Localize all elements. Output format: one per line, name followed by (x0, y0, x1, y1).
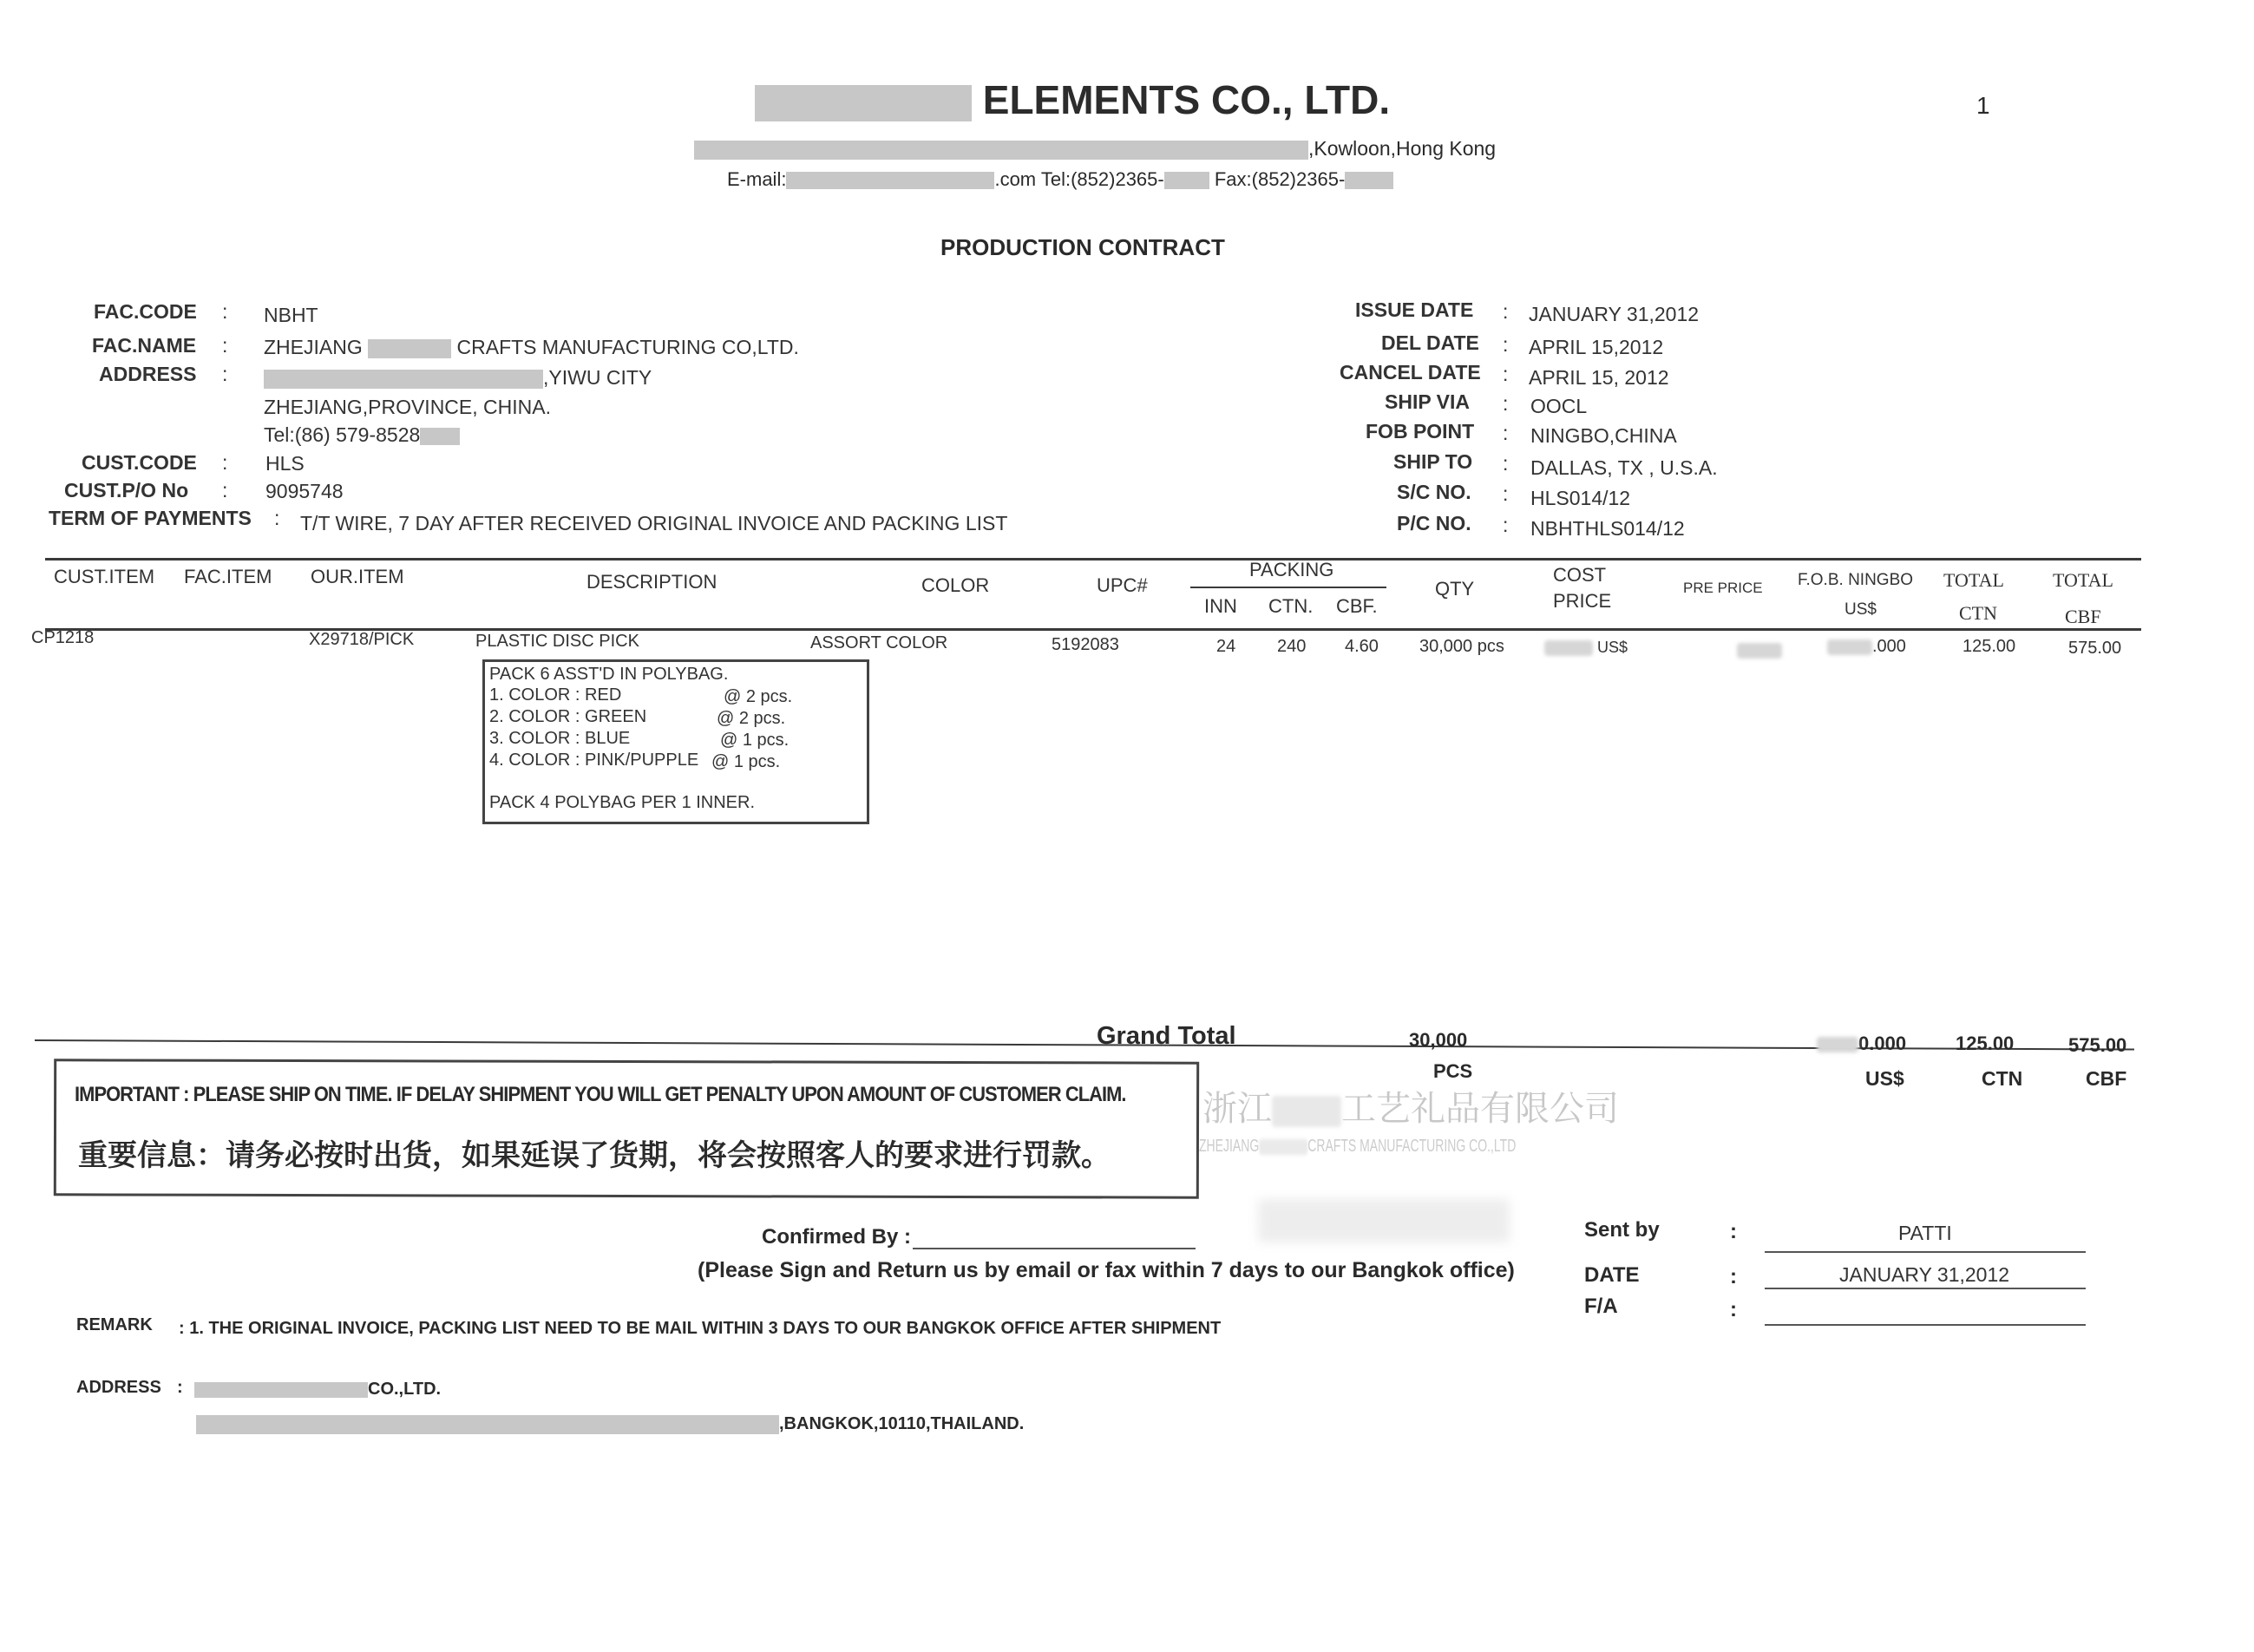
col-total-cbf-2: CBF (2065, 606, 2101, 627)
cust-po-label: CUST.P/O No (64, 479, 189, 502)
redaction-block (196, 1415, 779, 1434)
grand-total-fob-tail: 0.000 (1858, 1032, 1907, 1054)
packing-rule (1190, 587, 1386, 588)
del-date-value: APRIL 15,2012 (1529, 336, 1664, 358)
col-upc: UPC# (1097, 574, 1148, 596)
packing-note-color2: 2. COLOR : GREEN (489, 707, 647, 726)
address-line-2: ZHEJIANG,PROVINCE, CHINA. (264, 396, 551, 418)
col-total-cbf-1: TOTAL (2053, 569, 2113, 591)
grand-total-cbf-unit: CBF (2086, 1067, 2127, 1090)
stamp-zh-b: 工艺礼品有限公司 (1341, 1089, 1619, 1129)
address-label: ADDRESS (99, 363, 197, 385)
redaction-block (694, 141, 1308, 160)
fa-line (1765, 1324, 2086, 1326)
fob-point-value: NINGBO,CHINA (1530, 424, 1677, 447)
cell-qty: 30,000 pcs (1419, 637, 1504, 656)
redaction-block (1272, 1096, 1341, 1127)
col-cust-item: CUST.ITEM (54, 566, 155, 587)
cancel-date-label: CANCEL DATE (1340, 361, 1481, 384)
packing-note-line1: PACK 6 ASST'D IN POLYBAG. (489, 665, 729, 684)
cell-cost-price (1544, 639, 1628, 657)
cell-ctn: 240 (1277, 637, 1307, 656)
factory-tel (264, 423, 460, 447)
redaction-block (1345, 172, 1393, 189)
cell-inn: 24 (1216, 637, 1236, 656)
address-line-1-tail: ,YIWU CITY (543, 366, 652, 389)
pc-no-label: P/C NO. (1397, 512, 1471, 534)
table-top-rule (45, 558, 2141, 560)
colon: : (1503, 422, 1509, 444)
footer-address-line-1 (194, 1380, 441, 1400)
redaction-block (420, 428, 460, 445)
colon: : (222, 300, 228, 323)
fac-name-a: ZHEJIANG (264, 336, 363, 358)
redaction-block (1827, 639, 1872, 655)
company-address-tail: ,Kowloon,Hong Kong (1308, 137, 1497, 160)
redaction-block (1544, 640, 1593, 656)
stamp-en-b: CRAFTS MANUFACTURING CO.,LTD (1307, 1137, 1517, 1156)
cell-total-ctn: 125.00 (1962, 637, 2016, 656)
footer-address-label: ADDRESS (76, 1378, 161, 1397)
fac-code-value: NBHT (264, 304, 318, 326)
email-tail: .com (994, 168, 1037, 190)
stamp-zh-a: 浙江 (1202, 1089, 1272, 1129)
ship-via-label: SHIP VIA (1385, 390, 1470, 413)
packing-note-color3: 3. COLOR : BLUE (489, 729, 631, 748)
cell-total-cbf: 575.00 (2068, 639, 2122, 658)
sent-by-value: PATTI (1898, 1222, 1952, 1244)
cost-price-unit: US$ (1597, 639, 1628, 656)
fac-code-label: FAC.CODE (94, 300, 197, 323)
fax-label: Fax:(852)2365- (1214, 168, 1346, 190)
cancel-date-value: APRIL 15, 2012 (1529, 366, 1669, 389)
col-color: COLOR (921, 574, 990, 596)
fac-name-b: CRAFTS MANUFACTURING CO,LTD. (456, 336, 799, 358)
remark-text: : 1. THE ORIGINAL INVOICE, PACKING LIST NEED TO BE MAIL WITHIN 3 DAYS TO OUR BANGKOK OFFICE AFTER SHIPMENT (179, 1319, 1222, 1338)
col-fob-1: F.O.B. NINGBO (1798, 571, 1914, 589)
factory-stamp (1202, 1081, 1619, 1131)
terms-label: TERM OF PAYMENTS (49, 507, 252, 529)
footer-address-line-1-tail: CO.,LTD. (368, 1380, 442, 1399)
grand-total-fob (1817, 1032, 1906, 1055)
document-title: PRODUCTION CONTRACT (940, 234, 1225, 260)
colon: : (222, 334, 228, 357)
company-name (755, 76, 1390, 123)
col-description: DESCRIPTION (586, 571, 717, 593)
company-address (694, 137, 1496, 161)
email-label: E-mail: (727, 168, 787, 190)
terms-value: T/T WIRE, 7 DAY AFTER RECEIVED ORIGINAL INVOICE AND PACKING LIST (300, 512, 1008, 534)
redaction-block (786, 172, 994, 189)
col-inn: INN (1204, 595, 1237, 617)
sc-no-value: HLS014/12 (1530, 487, 1631, 509)
redaction-block (1259, 1139, 1307, 1155)
cell-cbf: 4.60 (1345, 637, 1379, 656)
colon: : (274, 507, 280, 529)
grand-total-label: Grand Total (1097, 1022, 1236, 1050)
cell-fob (1827, 637, 1906, 657)
col-our-item: OUR.ITEM (311, 566, 404, 587)
factory-stamp-en (1199, 1137, 1516, 1157)
date-label: DATE (1584, 1263, 1640, 1287)
colon: : (1503, 363, 1509, 385)
colon: : (1730, 1265, 1737, 1288)
sent-by-line (1765, 1251, 2086, 1253)
redaction-block (755, 85, 972, 121)
remark-label: REMARK (76, 1315, 153, 1334)
page-number: 1 (1976, 92, 1990, 119)
grand-total-qty-unit: PCS (1433, 1060, 1473, 1082)
important-notice-zh: 重要信息：请务必按时出货，如果延误了货期，将会按照客人的要求进行罚款。 (78, 1138, 1111, 1173)
fob-tail: .000 (1872, 637, 1906, 656)
col-packing: PACKING (1249, 559, 1334, 580)
col-ctn: CTN. (1268, 595, 1314, 617)
redaction-block (368, 339, 451, 358)
packing-note-color1: 1. COLOR : RED (489, 685, 622, 705)
redaction-block (194, 1382, 368, 1398)
redaction-block (264, 370, 543, 389)
redaction-block (1164, 172, 1209, 189)
cell-description: PLASTIC DISC PICK (475, 632, 639, 651)
col-total-ctn-2: CTN (1959, 602, 1997, 624)
colon: : (177, 1378, 183, 1397)
fob-point-label: FOB POINT (1366, 420, 1475, 442)
cust-po-value: 9095748 (265, 480, 344, 502)
ship-via-value: OOCL (1530, 395, 1588, 417)
packing-note-qty3: @ 1 pcs. (720, 731, 790, 750)
colon: : (1503, 333, 1509, 356)
issue-date-label: ISSUE DATE (1355, 298, 1474, 321)
sent-by-label: Sent by (1584, 1218, 1660, 1242)
cell-upc: 5192083 (1052, 635, 1119, 654)
redaction-block (1817, 1037, 1858, 1052)
col-total-ctn-1: TOTAL (1943, 569, 2004, 591)
issue-date-value: JANUARY 31,2012 (1529, 303, 1700, 325)
sc-no-label: S/C NO. (1397, 481, 1471, 503)
company-contact (727, 168, 1393, 191)
col-cost-2: PRICE (1553, 590, 1612, 612)
colon: : (222, 363, 228, 385)
confirmed-by-line (913, 1248, 1196, 1249)
col-qty: QTY (1435, 578, 1475, 600)
footer-address-line-2 (196, 1414, 1024, 1434)
signature-smudge (1258, 1199, 1510, 1242)
fac-name-label: FAC.NAME (92, 334, 197, 357)
date-value: JANUARY 31,2012 (1839, 1263, 2010, 1286)
packing-note-qty4: @ 1 pcs. (711, 752, 781, 771)
cust-code-label: CUST.CODE (82, 451, 197, 474)
important-notice-box (54, 1059, 1199, 1198)
tel-label: Tel:(852)2365- (1040, 168, 1164, 190)
ship-to-value: DALLAS, TX , U.S.A. (1530, 456, 1718, 479)
company-name-text: ELEMENTS CO., LTD. (982, 77, 1391, 122)
confirm-instruction: (Please Sign and Return us by email or fax within 7 days to our Bangkok office) (698, 1258, 1515, 1282)
grand-total-fob-unit: US$ (1865, 1067, 1904, 1090)
stamp-en-a: ZHEJIANG (1199, 1137, 1260, 1156)
cell-our-item: X29718/PICK (309, 630, 415, 649)
colon: : (1503, 452, 1509, 475)
date-line (1765, 1288, 2086, 1289)
fa-label: F/A (1584, 1295, 1618, 1318)
col-fac-item: FAC.ITEM (184, 566, 272, 587)
address-line-1 (264, 366, 652, 390)
important-notice-en: IMPORTANT : PLEASE SHIP ON TIME. IF DELAY SHIPMENT YOU WILL GET PENALTY UPON AMOUNT OF CUSTOMER CLAIM. (75, 1083, 1126, 1106)
grand-total-ctn-unit: CTN (1982, 1067, 2023, 1090)
cell-color: ASSORT COLOR (810, 633, 948, 652)
col-cbf: CBF. (1336, 595, 1378, 617)
confirmed-by-label: Confirmed By : (762, 1225, 912, 1249)
grand-total-cbf: 575.00 (2068, 1034, 2127, 1056)
grand-total-qty: 30,000 (1409, 1029, 1468, 1051)
cell-cust-item: CP1218 (31, 628, 95, 647)
factory-tel-text: Tel:(86) 579-8528 (264, 423, 421, 446)
col-pre-price: PRE PRICE (1683, 580, 1763, 596)
colon: : (1503, 392, 1509, 415)
fac-name-value (264, 336, 799, 359)
del-date-label: DEL DATE (1381, 331, 1479, 354)
cell-pre-price (1737, 640, 1782, 660)
ship-to-label: SHIP TO (1393, 450, 1473, 473)
packing-note-color4: 4. COLOR : PINK/PUPPLE (489, 751, 699, 770)
pc-no-value: NBHTHLS014/12 (1530, 517, 1685, 540)
packing-note-line6: PACK 4 POLYBAG PER 1 INNER. (489, 793, 756, 812)
redaction-block (1737, 643, 1782, 659)
colon: : (1730, 1298, 1737, 1321)
footer-address-line-2-tail: ,BANGKOK,10110,THAILAND. (779, 1414, 1025, 1433)
packing-note-qty1: @ 2 pcs. (724, 687, 793, 706)
colon: : (222, 479, 228, 502)
colon: : (1503, 514, 1509, 536)
packing-note-qty2: @ 2 pcs. (717, 709, 786, 728)
colon: : (1503, 482, 1509, 505)
colon: : (1730, 1220, 1737, 1243)
colon: : (222, 451, 228, 474)
col-fob-2: US$ (1844, 600, 1877, 619)
cust-code-value: HLS (265, 452, 305, 475)
colon: : (1503, 300, 1509, 323)
col-cost-1: COST (1553, 564, 1607, 586)
grand-total-ctn: 125.00 (1956, 1032, 2015, 1054)
